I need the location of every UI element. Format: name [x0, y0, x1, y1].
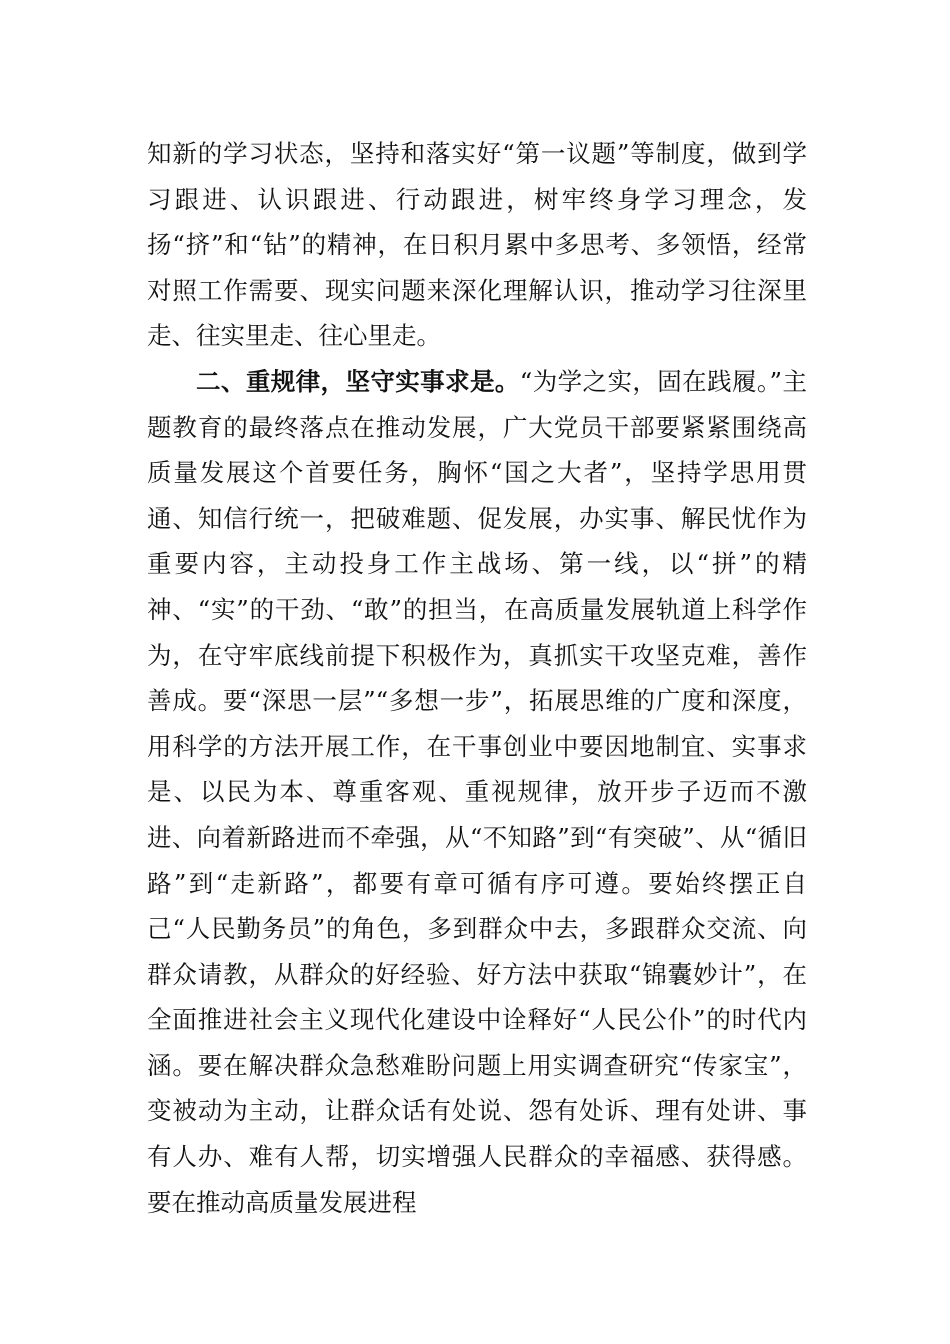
paragraph-continued: 知新的学习状态，坚持和落实好“第一议题”等制度，做到学习跟进、认识跟进、行动跟进，树牢终身学习理念，发扬“挤”和“钻”的精神，在日积月累中多思考、多领悟，经常对照工作需要、现实问题来深化理解认识，推动学习往深里走、往实里走、往心里走。 — [147, 139, 807, 351]
body-text — [147, 131, 807, 1225]
section-heading: 二、重规律，坚守实事求是。 — [196, 366, 520, 396]
paragraph-section-two — [147, 359, 807, 1225]
section-body: “为学之实，固在践履。”主题教育的最终落点在推动发展，广大党员干部要紧紧围绕高质量发展这个首要任务，胸怀“国之大者”，坚持学思用贯通、知信行统一，把破难题、促发展，办实事、解民忧作为重要内容，主动投身工作主战场、第一线，以“拼”的精神、“实”的干劲、“敢”的担当，在高质量发展轨道上科学作为，在守牢底线前提下积极作为，真抓实干攻坚克难，善作善成。要“深思一层”“多想一步”，拓展思维的广度和深度，用科学的方法开展工作，在干事创业中要因地制宜、实事求是、以民为本、尊重客观、重视规律，放开步子迈而不激进、向着新路进而不牵强，从“不知路”到“有突破”、从“循旧路”到“走新路”，都要有章可循有序可遵。要始终摆正自己“人民勤务员”的角色，多到群众中去，多跟群众交流、向群众请教，从群众的好经验、好方法中获取“锦囊妙计”，在全面推进社会主义现代化建设中诠释好“人民公仆”的时代内涵。要在解决群众急愁难盼问题上用实调查研究“传家宝”，变被动为主动，让群众话有处说、怨有处诉、理有处讲、事有人办、难有人帮，切实增强人民群众的幸福感、获得感。要在推动高质量发展进程 — [147, 366, 807, 1217]
